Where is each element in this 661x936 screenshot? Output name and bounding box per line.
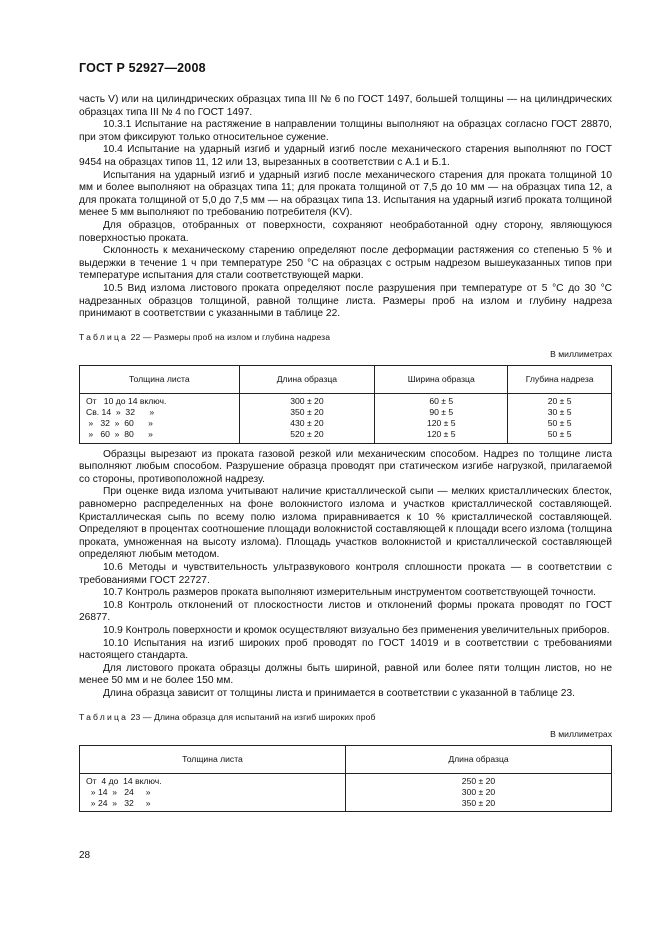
thickness-row-1: От 4 до 14 включ. — [86, 775, 162, 786]
thickness-row-2: Св. 14 » 32 » — [86, 407, 155, 418]
depth-row-4: 50 ± 5 — [547, 429, 572, 440]
column-header-length: Длина образца — [346, 745, 612, 773]
length-row-4: 520 ± 20 — [290, 429, 324, 440]
length-row-3: 350 ± 20 — [461, 798, 496, 809]
table-22-caption-text: 22 — Размеры проб на излом и глубина надреза — [128, 331, 331, 342]
paragraph-sample-width: Для листового проката образцы должны быть шириной, равной или более пяти толщин листов, но не менее 50 мм и не более 150 мм. — [79, 662, 612, 687]
table-23-caption-label: Таблица — [79, 711, 129, 722]
page-number: 28 — [79, 850, 91, 861]
width-row-1: 60 ± 5 — [429, 395, 454, 406]
paragraph-cutting: Образцы вырезают из проката газовой резкой или механическим способом. Надрез по толщине листа выполняют любым способом. Разрушение образца проводят при статическом изгибе нагрузкой, прилагаемой со стороны, противоположной надрезу. — [79, 448, 612, 485]
cell-notch-depth — [508, 393, 612, 443]
thickness-row-3: » 32 » 60 » — [86, 418, 153, 429]
table-23-units: В миллиметрах — [550, 729, 612, 740]
length-row-1: 250 ± 20 — [461, 775, 496, 786]
table-row — [80, 773, 612, 812]
paragraph-aging: Склонность к механическому старению определяют после деформации растяжения со степенью 5 % и выдержки в течение 1 ч при температуре 250 °С на образцах с острым надрезом вышеуказанных типов при температуре испытания для стали соответствующей марки. — [79, 245, 612, 282]
cell-length — [239, 393, 375, 443]
length-row-2: 300 ± 20 — [461, 786, 496, 797]
cell-length — [346, 773, 612, 812]
table-row — [80, 393, 612, 443]
depth-row-3: 50 ± 5 — [547, 418, 572, 429]
depth-row-2: 30 ± 5 — [547, 407, 572, 418]
depth-row-1: 20 ± 5 — [547, 395, 572, 406]
paragraph-fracture-evaluation: При оценке вида излома учитывают наличие кристаллической сыпи — мелких кристаллических блесток, равномерно распределенных на фоне волокнистого излома и участков кристаллической составляющей. Кристаллическая сыпь по всему полю излома приравнивается к 10 % кристаллической составляющей. Определяют в процентах соотношение площади волокнистой составляющей к площади всего излома (толщина проката, умноженная на высоту излома). Площадь участков волокнистой и кристаллической составляющей определяют любым методом. — [79, 486, 612, 561]
paragraph-10-8: 10.8 Контроль отклонений от плоскостности листов и отклонений формы проката проводят по ГОСТ 26877. — [79, 599, 612, 624]
table-23-caption — [79, 711, 612, 724]
thickness-row-1: От 10 до 14 включ. — [86, 395, 167, 406]
paragraph-continuation: часть V) или на цилиндрических образцах типа III № 6 по ГОСТ 1497, большей толщины — на цилиндрических образцах типа III № 4 по ГОСТ 1497. — [79, 94, 612, 118]
paragraph-10-7: 10.7 Контроль размеров проката выполняют измерительным инструментом соответствующей точности. — [103, 587, 597, 599]
length-row-3: 430 ± 20 — [290, 418, 324, 429]
cell-thickness — [80, 773, 346, 812]
paragraph-10-6: 10.6 Методы и чувствительность ультразвукового контроля сплошности проката — в соответствии с требованиями ГОСТ 22727. — [79, 562, 612, 586]
length-row-2: 350 ± 20 — [290, 407, 324, 418]
document-body — [79, 94, 612, 817]
table-22-caption — [79, 331, 612, 344]
document-title: ГОСТ Р 52927—2008 — [79, 61, 206, 75]
paragraph-sample-length: Длина образца зависит от толщины листа и принимается в соответствии с указанной в таблице 23. — [103, 687, 575, 699]
table-22-units: В миллиметрах — [550, 349, 612, 360]
width-row-2: 90 ± 5 — [429, 407, 454, 418]
table-header-row — [80, 745, 612, 773]
table-22 — [79, 365, 612, 444]
paragraph-surface-samples: Для образцов, отобранных от поверхности, сохраняют необработанной одну сторону, являющуюся поверхностью проката. — [79, 219, 612, 244]
column-header-width: Ширина образца — [375, 365, 508, 393]
column-header-thickness: Толщина листа — [80, 745, 346, 773]
thickness-row-4: » 60 » 80 » — [86, 429, 153, 440]
length-row-1: 300 ± 20 — [290, 395, 324, 406]
table-23 — [79, 745, 612, 813]
table-header-row — [80, 365, 612, 393]
table-22-caption-label: Таблица — [79, 331, 129, 342]
cell-width — [375, 393, 508, 443]
column-header-notch-depth: Глубина надреза — [508, 365, 612, 393]
column-header-thickness: Толщина листа — [80, 365, 240, 393]
width-row-3: 120 ± 5 — [426, 418, 456, 429]
paragraph-impact-tests: Испытания на ударный изгиб и ударный изгиб после механического старения для проката толщиной 10 мм и более выполняют на образцах типа 11; для проката толщиной от 7,5 до 10 мм — на образцах типа 12, а для проката толщиной от 5,0 до 7,5 мм — на образцах типа 13. Испытания на ударный изгиб проката толщиной менее 5 мм выполняют по требованию потребителя (KV). — [79, 169, 612, 219]
paragraph-10-3-1: 10.3.1 Испытание на растяжение в направлении толщины выполняют на образцах согласно ГОСТ 28870, при этом фиксируют только относительное сужение. — [79, 119, 612, 143]
paragraph-10-10: 10.10 Испытания на изгиб широких проб проводят по ГОСТ 14019 и в соответствии с требованиями настоящего стандарта. — [79, 637, 612, 662]
thickness-row-3: » 24 » 32 » — [86, 798, 151, 809]
cell-thickness — [80, 393, 240, 443]
column-header-length: Длина образца — [239, 365, 375, 393]
table-23-caption-text: 23 — Длина образца для испытаний на изгиб широких проб — [128, 711, 376, 722]
paragraph-10-5: 10.5 Вид излома листового проката определяют после разрушения при температуре от 5 °С до 30 °С надрезанных образцов толщиной, равной толщине листа. Размеры проб на излом и глубину надреза принимают в соответствии с указанными в таблице 22. — [79, 282, 612, 320]
paragraph-10-9: 10.9 Контроль поверхности и кромок осуществляют визуально без применения увеличительных приборов. — [103, 625, 610, 636]
thickness-row-2: » 14 » 24 » — [86, 786, 151, 797]
width-row-4: 120 ± 5 — [426, 429, 456, 440]
paragraph-10-4: 10.4 Испытание на ударный изгиб и ударный изгиб после механического старения выполняют по ГОСТ 9454 на образцах типов 11, 12 или 13, вырезанных в соответствии с А.1 и Б.1. — [79, 144, 612, 168]
